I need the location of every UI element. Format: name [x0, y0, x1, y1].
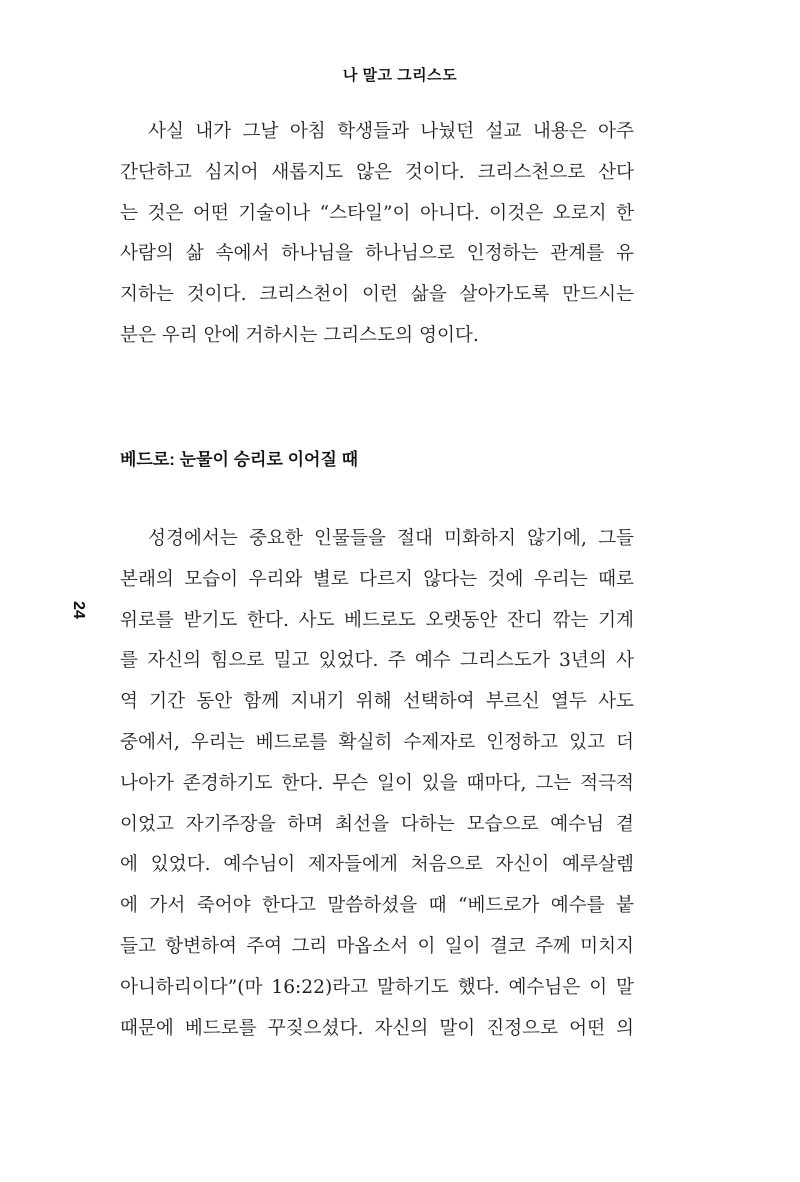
text-line: 역 기간 동안 함께 지내기 위해 선택하여 부르신 열두 사도: [120, 691, 634, 713]
text-line: 간단하고 심지어 새롭지도 않은 것이다. 크리스천으로 산다: [120, 161, 634, 183]
text-line: 에 가서 죽어야 한다고 말씀하셨을 때 “베드로가 예수를 붙: [120, 895, 634, 917]
text-line: 본래의 모습이 우리와 별로 다르지 않다는 것에 우리는 때로: [120, 568, 634, 590]
text-line: 때문에 베드로를 꾸짖으셨다. 자신의 말이 진정으로 어떤 의: [120, 1017, 634, 1039]
text-line: 나아가 존경하기도 한다. 무슨 일이 있을 때마다, 그는 적극적: [120, 772, 634, 794]
body-paragraph-1: [120, 112, 634, 357]
text-line: 는 것은 어떤 기술이나 “스타일”이 아니다. 이것은 오로지 한: [120, 202, 634, 224]
body-paragraph-2: [120, 519, 634, 1049]
text-line: 중에서, 우리는 베드로를 확실히 수제자로 인정하고 있고 더: [120, 731, 634, 753]
text-line: 지하는 것이다. 크리스천이 이런 삶을 살아가도록 만드시는: [120, 284, 634, 306]
text-line: 에 있었다. 예수님이 제자들에게 처음으로 자신이 예루살렘: [120, 854, 634, 876]
text-line: 이었고 자기주장을 하며 최선을 다하는 모습으로 예수님 곁: [120, 813, 634, 835]
text-line: 아니하리이다”(마 16:22)라고 말하기도 했다. 예수님은 이 말: [120, 976, 634, 998]
text-line: 들고 항변하여 주여 그리 마옵소서 이 일이 결코 주께 미치지: [120, 935, 634, 957]
text-line: 분은 우리 안에 거하시는 그리스도의 영이다.: [120, 324, 479, 346]
text-line: 성경에서는 중요한 인물들을 절대 미화하지 않기에, 그들: [148, 528, 634, 549]
text-line: 사람의 삶 속에서 하나님을 하나님으로 인정하는 관계를 유: [120, 243, 634, 265]
page-number: 24: [70, 601, 87, 619]
text-line: 위로를 받기도 한다. 사도 베드로도 오랫동안 잔디 깎는 기계: [120, 609, 634, 631]
text-line: 를 자신의 힘으로 밀고 있었다. 주 예수 그리스도가 3년의 사: [120, 650, 634, 672]
running-head: 나 말고 그리스도: [342, 67, 458, 84]
text-line: 사실 내가 그날 아침 학생들과 나눴던 설교 내용은 아주: [148, 121, 634, 142]
section-heading: 베드로: 눈물이 승리로 이어질 때: [120, 450, 359, 469]
